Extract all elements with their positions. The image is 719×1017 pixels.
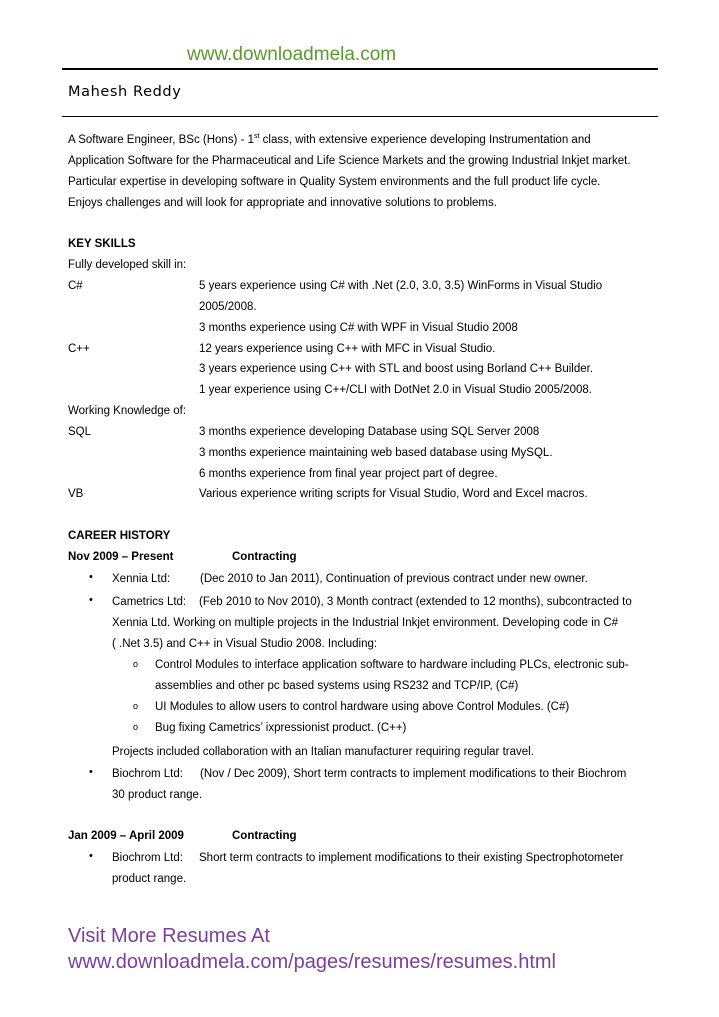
skill-value: 6 months experience from final year project part of degree. — [199, 468, 498, 480]
biochrom-1-company: Biochrom Ltd: — [112, 768, 183, 780]
sub-bullet-icon: o — [133, 659, 139, 669]
bullet-icon: • — [89, 594, 93, 606]
xennia-text: (Dec 2010 to Jan 2011), Continuation of previous contract under new owner. — [200, 573, 588, 585]
sub-bullet-icon: o — [133, 722, 139, 732]
skill-value: 3 months experience developing Database using SQL Server 2008 — [199, 426, 540, 438]
promo-heading: Visit More Resumes At — [68, 925, 270, 947]
skill-label-vb: VB — [68, 488, 84, 500]
skill-value: 3 years experience using C++ with STL and boost using Borland C++ Builder. — [199, 363, 594, 375]
cametrics-line-3: ( .Net 3.5) and C++ in Visual Studio 2008. Including: — [112, 638, 378, 650]
career-history-heading: CAREER HISTORY — [68, 530, 171, 542]
skill-value: 5 years experience using C# with .Net (2.0, 3.0, 3.5) WinForms in Visual Studio — [199, 280, 603, 292]
xennia-company: Xennia Ltd: — [112, 573, 171, 585]
sub-item-1: Control Modules to interface application software to hardware including PLCs, electronic sub- — [155, 659, 629, 671]
projects-note: Projects included collaboration with an Italian manufacturer requiring regular travel. — [112, 746, 534, 758]
skill-label-csharp: C# — [68, 280, 83, 292]
skill-value: 12 years experience using C++ with MFC in Visual Studio. — [199, 343, 496, 355]
fully-developed-label: Fully developed skill in: — [68, 259, 187, 271]
summary-line-2: Application Software for the Pharmaceutical and Life Science Markets and the growing Industrial Inkjet market. — [68, 155, 631, 167]
biochrom-2-text: Short term contracts to implement modifications to their existing Spectrophotometer — [199, 852, 624, 864]
sub-item-1-line-2: assemblies and other pc based systems using RS232 and TCP/IP, (C#) — [155, 680, 519, 692]
sub-bullet-icon: o — [133, 701, 139, 711]
bullet-icon: • — [89, 850, 93, 862]
period-1: Nov 2009 – Present — [68, 551, 174, 563]
promo-link[interactable]: www.downloadmela.com/pages/resumes/resumes.html — [68, 951, 556, 973]
skill-value: 1 year experience using C++/CLI with DotNet 2.0 in Visual Studio 2005/2008. — [199, 384, 592, 396]
candidate-name: Mahesh Reddy — [68, 84, 182, 100]
summary-line-1: A Software Engineer, BSc (Hons) - 1st class, with extensive experience developing Instrumentation and — [68, 133, 591, 146]
bullet-icon: • — [89, 766, 93, 778]
site-link[interactable]: www.downloadmela.com — [187, 44, 397, 65]
skill-value: 3 months experience using C# with WPF in Visual Studio 2008 — [199, 322, 518, 334]
sub-item-2: UI Modules to allow users to control hardware using above Control Modules. (C#) — [155, 701, 570, 713]
bullet-icon: • — [89, 571, 93, 583]
skill-value: Various experience writing scripts for Visual Studio, Word and Excel macros. — [199, 488, 588, 500]
role-2: Contracting — [232, 830, 297, 842]
cametrics-text: (Feb 2010 to Nov 2010), 3 Month contract (extended to 12 months), subcontracted to — [199, 596, 632, 608]
header-rule-top — [62, 68, 658, 70]
key-skills-heading: KEY SKILLS — [68, 238, 136, 250]
working-knowledge-label: Working Knowledge of: — [68, 405, 187, 417]
role-1: Contracting — [232, 551, 297, 563]
skill-label-cpp: C++ — [68, 343, 90, 355]
header-rule-bottom — [62, 116, 658, 117]
summary-line-4: Enjoys challenges and will look for appropriate and innovative solutions to problems. — [68, 197, 497, 209]
cametrics-company: Cametrics Ltd: — [112, 596, 187, 608]
sub-item-3: Bug fixing Cametrics’ ixpressionist product. (C++) — [155, 722, 407, 734]
cametrics-line-2: Xennia Ltd. Working on multiple projects in the Industrial Inkjet environment. Developing code in C# — [112, 617, 619, 629]
skill-label-sql: SQL — [68, 426, 92, 438]
biochrom-2-company: Biochrom Ltd: — [112, 852, 183, 864]
skill-value: 3 months experience maintaining web based database using MySQL. — [199, 447, 553, 459]
biochrom-1-line-2: 30 product range. — [112, 789, 203, 801]
biochrom-2-line-2: product range. — [112, 873, 187, 885]
skill-value: 2005/2008. — [199, 301, 257, 313]
biochrom-1-text: (Nov / Dec 2009), Short term contracts to implement modifications to their Biochrom — [200, 768, 627, 780]
summary-line-3: Particular expertise in developing software in Quality System environments and the full product life cycle. — [68, 176, 601, 188]
period-2: Jan 2009 – April 2009 — [68, 830, 184, 842]
